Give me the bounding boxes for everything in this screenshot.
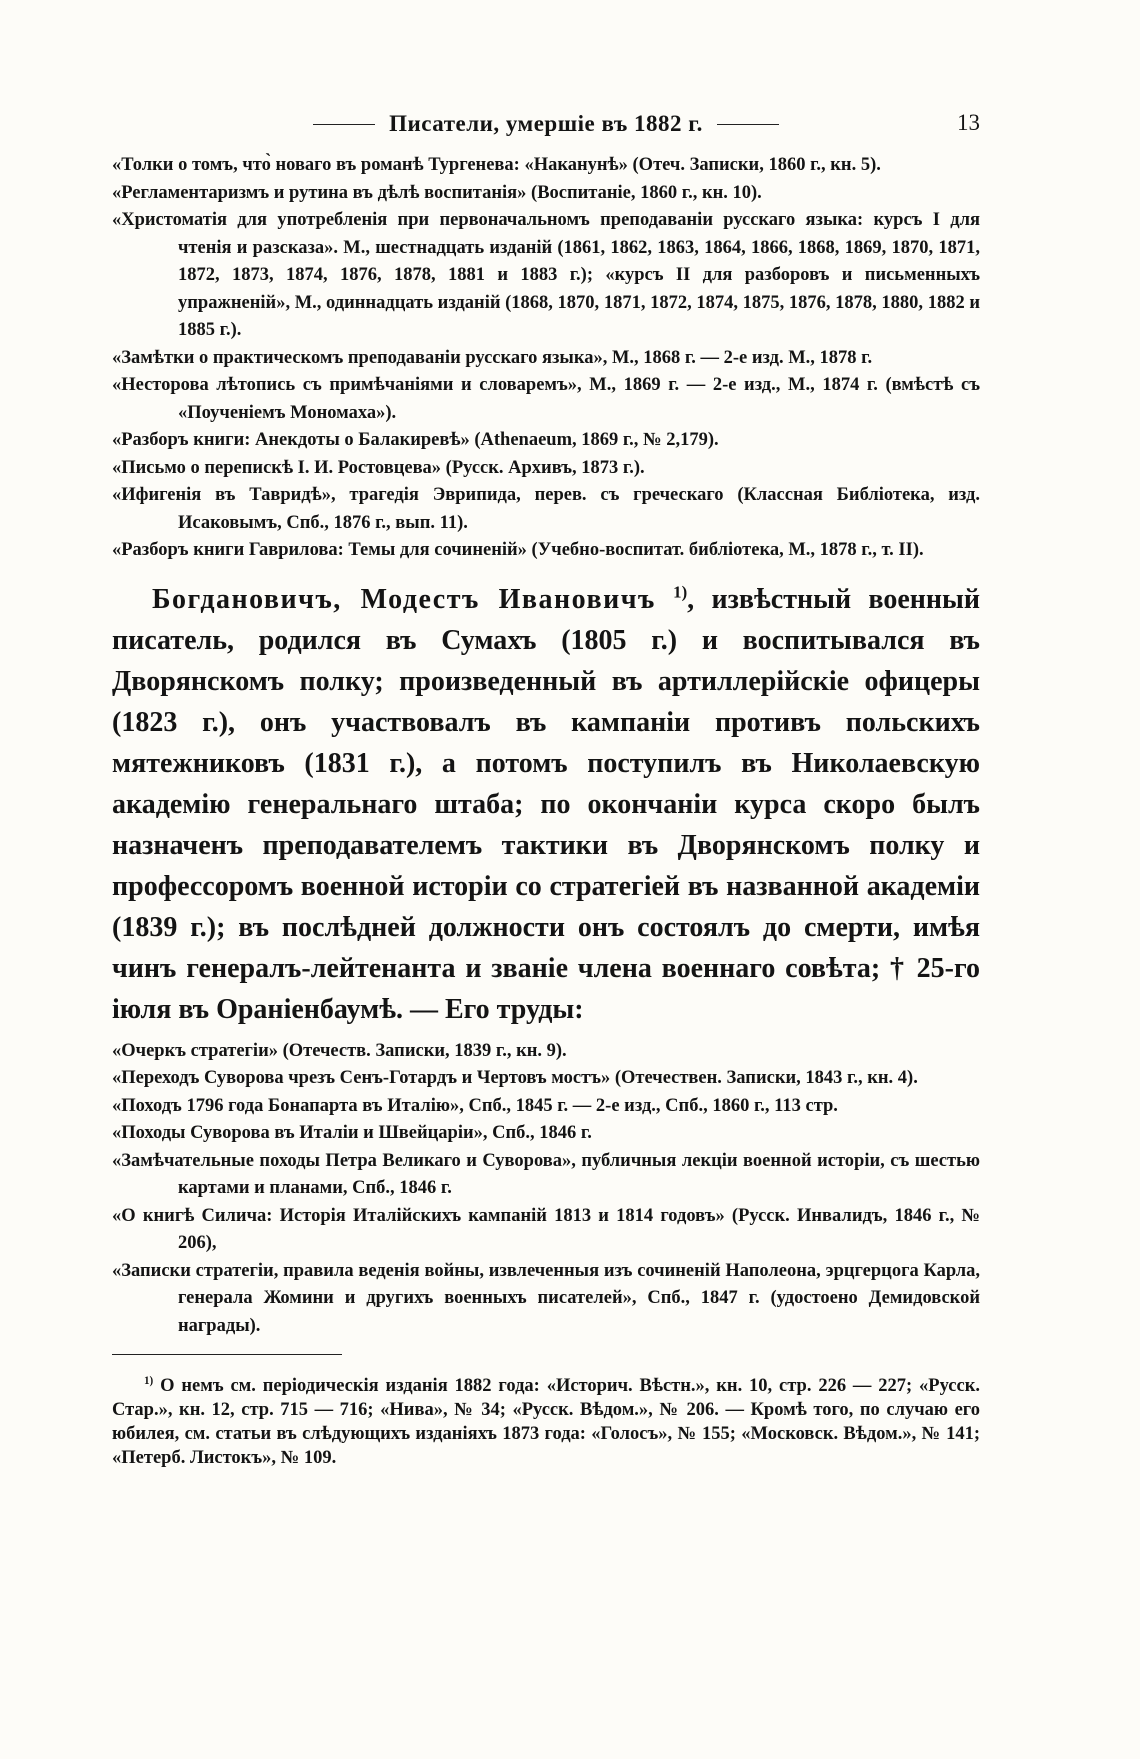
page-number: 13 (957, 110, 980, 135)
work-entry: «Несторова лѣтопись съ примѣчаніями и словаремъ», М., 1869 г. — 2-е изд., М., 1874 г. (вмѣстѣ съ «Поученіемъ Мономаха»). (112, 375, 980, 423)
author-name: Богдановичъ, Модестъ Ивановичъ (152, 583, 656, 615)
biography-text: , извѣстный военный писатель, родился въ Сумахъ (1805 г.) и воспитывался въ Дворянскомъ полку; произведенный въ артиллерійскіе офицеры (1823 г.), онъ участвовалъ въ кампаніи противъ польскихъ мятежниковъ (1831 г.), а потомъ поступилъ въ Николаевскую академію генеральнаго штаба; по окончаніи курса скоро былъ назначенъ преподавателемъ тактики въ Дворянскомъ полку и профессоромъ военной исторіи со стратегіей въ названной академіи (1839 г.); въ послѣдней должности онъ состоялъ до смерти, имѣя чинъ генералъ-лейтенанта и званіе члена военнаго совѣта; † 25-го іюля въ Ораніенбаумѣ. — Его труды: (112, 583, 981, 1025)
work-entry: «Толки о томъ, что̀ новаго въ романѣ Тургенева: «Наканунѣ» (Отеч. Записки, 1860 г., кн. 5). (112, 155, 881, 175)
work-entry: «Замѣчательные походы Петра Великаго и Суворова», публичныя лекціи военной исторіи, съ шестью картами и планами, Спб., 1846 г. (112, 1150, 980, 1198)
work-entry: «Разборъ книги Гаврилова: Темы для сочиненій» (Учебно-воспитат. библіотека, М., 1878 г., т. II). (112, 540, 924, 560)
work-entry: «Походы Суворова въ Италіи и Швейцаріи», Спб., 1846 г. (112, 1123, 592, 1143)
biography-paragraph (112, 579, 980, 1030)
header-title: Писатели, умершіе въ 1882 г. (389, 111, 703, 136)
work-entry: «Христоматія для употребленія при первоначальномъ преподаваніи русскаго языка: курсъ I для чтенія и разсказа». М., шестнадцать изданій (1861, 1862, 1863, 1864, 1866, 1868, 1869, 1870, 1871, 1872, 1873, 1874, 1876, 1878, 1881 и 1883 г.); «курсъ II для разборовъ и письменныхъ упражненій», М., одиннадцать изданій (1868, 1870, 1871, 1872, 1874, 1875, 1876, 1878, 1880, 1882 и 1885 г.). (112, 210, 980, 340)
page (112, 104, 980, 1488)
work-entry: «Замѣтки о практическомъ преподаваніи русскаго языка», М., 1868 г. — 2-е изд. М., 1878 г. (112, 347, 873, 368)
work-entry: «О книгѣ Силича: Исторія Италійскихъ кампаній 1813 и 1814 годовъ» (Русск. Инвалидъ, 1846 г., № 206), (112, 1205, 980, 1253)
header-rule-right (717, 124, 779, 125)
work-entry: «Переходъ Суворова чрезъ Сенъ-Готардъ и Чертовъ мостъ» (Отечествен. Записки, 1843 г., кн. 4). (112, 1068, 918, 1088)
work-entry: «Походъ 1796 года Бонапарта въ Италію», Спб., 1845 г. — 2-е изд., Спб., 1860 г., 113 стр. (112, 1095, 838, 1116)
footnote-ref: 1) (673, 582, 688, 602)
footnote (112, 1374, 980, 1470)
footnote-divider (112, 1354, 342, 1355)
footnote-marker: 1) (144, 1374, 154, 1387)
work-entry: «Регламентаризмъ и рутина въ дѣлѣ воспитанія» (Воспитаніе, 1860 г., кн. 10). (112, 182, 762, 203)
work-entry: «Письмо о перепискѣ І. И. Ростовцева» (Русск. Архивъ, 1873 г.). (112, 457, 645, 478)
header-rule-left (313, 124, 375, 125)
work-entry: «Очеркъ стратегіи» (Отечеств. Записки, 1839 г., кн. 9). (112, 1040, 567, 1061)
work-entry: «Разборъ книги: Анекдоты о Балакиревѣ» (Athenaeum, 1869 г., № 2,179). (112, 430, 719, 450)
work-entry: «Записки стратегіи, правила веденія войны, извлеченныя изъ сочиненій Наполеона, эрцгерцога Карла, генерала Жомини и другихъ военныхъ писателей», Спб., 1847 г. (удостоено Демидовской награды). (112, 1260, 980, 1336)
works-list-top (112, 152, 980, 565)
works-list-bottom (112, 1038, 980, 1341)
footnote-text: О немъ см. періодическія изданія 1882 года: «Историч. Вѣстн.», кн. 10, стр. 226 — 227; «Русск. Стар.», кн. 12, стр. 715 — 716; «Нива», № 34; «Русск. Вѣдом.», № 206. — Кромѣ того, по случаю его юбилея, см. статьи въ слѣдующихъ изданіяхъ 1873 года: «Голосъ», № 155; «Московск. Вѣдом.», № 141; «Петерб. Листокъ», № 109. (112, 1375, 980, 1468)
work-entry: «Ифигенія въ Тавридѣ», трагедія Эврипида, перев. съ греческаго (Классная Библіотека, изд. Исаковымъ, Спб., 1876 г., вып. 11). (112, 485, 980, 533)
running-header (112, 104, 980, 144)
